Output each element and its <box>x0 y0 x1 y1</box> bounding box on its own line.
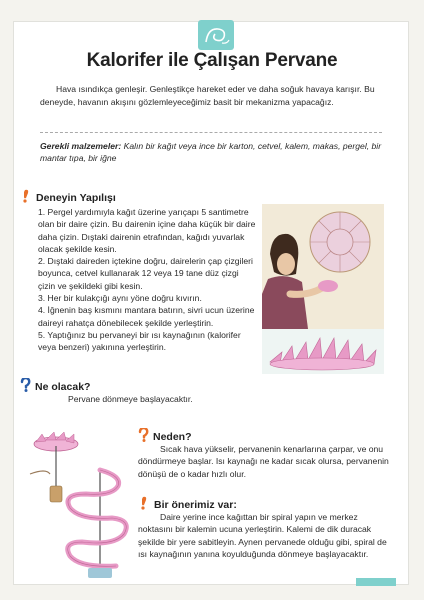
header-tab <box>198 20 234 50</box>
how-to-heading: Deneyin Yapılışı <box>36 192 116 204</box>
materials-block <box>40 140 382 164</box>
step-item: 1. Pergel yardımıyla kağıt üzerine yarıçapı 5 santimetre olan bir daire çizin. Bu dairenin içine daha küçük bir daire daha çizin. Dıştaki dairenin etrafından, kağıdı yuvarlak olacak şekilde kesin. <box>38 207 256 254</box>
suggestion-heading: Bir önerimiz var: <box>154 499 237 511</box>
divider <box>40 132 382 133</box>
step-item: 5. Yaptığınız bu pervaneyi bir ısı kaynağının (kalorifer veya benzeri) yakınına yerleştirin. <box>38 329 241 353</box>
result-heading: Ne olacak? <box>35 381 91 393</box>
cutting-illustration <box>262 204 384 374</box>
why-heading: Neden? <box>153 431 192 443</box>
result-text: Pervane dönmeye başlayacaktır. <box>68 394 193 404</box>
materials-text: Kalın bir kağıt veya ince bir karton, cetvel, kalem, makas, pergel, bir mantar tıpa, bir iğne <box>40 141 382 163</box>
page-title: Kalorifer ile Çalışan Pervane <box>86 50 338 71</box>
steps-list <box>38 206 258 354</box>
step-item: 2. Dıştaki daireden içtekine doğru, dairelerin çap çizgileri boyunca, cetvel kullanarak 12 veya 19 tane düz çizgi çizin ve şekildeki gibi kesin. <box>38 256 253 291</box>
intro-paragraph: Hava ısındıkça genleşir. Genleştikçe hareket eder ve daha soğuk havaya karışır. Bu deneyde, havanın akışını gözlemleyeceğimiz basit bir mekanizma yapacağız. <box>40 84 375 107</box>
step-item: 4. İğnenin baş kısmını mantara batırın, sivri ucun üzerine daireyi rahatça dönebilecek şekilde yerleştirin. <box>38 305 255 328</box>
why-text: Sıcak hava yükselir, pervanenin kenarlarına çarpar, ve onu döndürmeye başlar. Isı kaynağı ne kadar sıcak olursa, pervanenin dönüşü de o kadar hızlı olur. <box>138 444 389 479</box>
how-to-heading-block <box>20 189 116 206</box>
materials-label: Gerekli malzemeler: <box>40 141 122 151</box>
question-icon <box>20 378 31 395</box>
step-item: 3. Her bir kulakçığı aynı yöne doğru kıvırın. <box>38 293 202 304</box>
swirl-icon <box>198 20 234 50</box>
spiral-illustration <box>26 428 136 580</box>
suggestion-text: Daire yerine ince kağıttan bir spiral yapın ve merkez noktasını bir kalemin ucuna yerleştirin. Kalemi de dik duracak şekilde bir yere sabitleyin. Aynen pervanede olduğu gibi, spiral de ısı kaynağının yanına koyulduğunda dönmeye başlayacaktır. <box>138 512 387 559</box>
exclamation-icon <box>20 189 32 206</box>
intro-text <box>40 83 390 108</box>
footer-tab <box>356 578 396 586</box>
